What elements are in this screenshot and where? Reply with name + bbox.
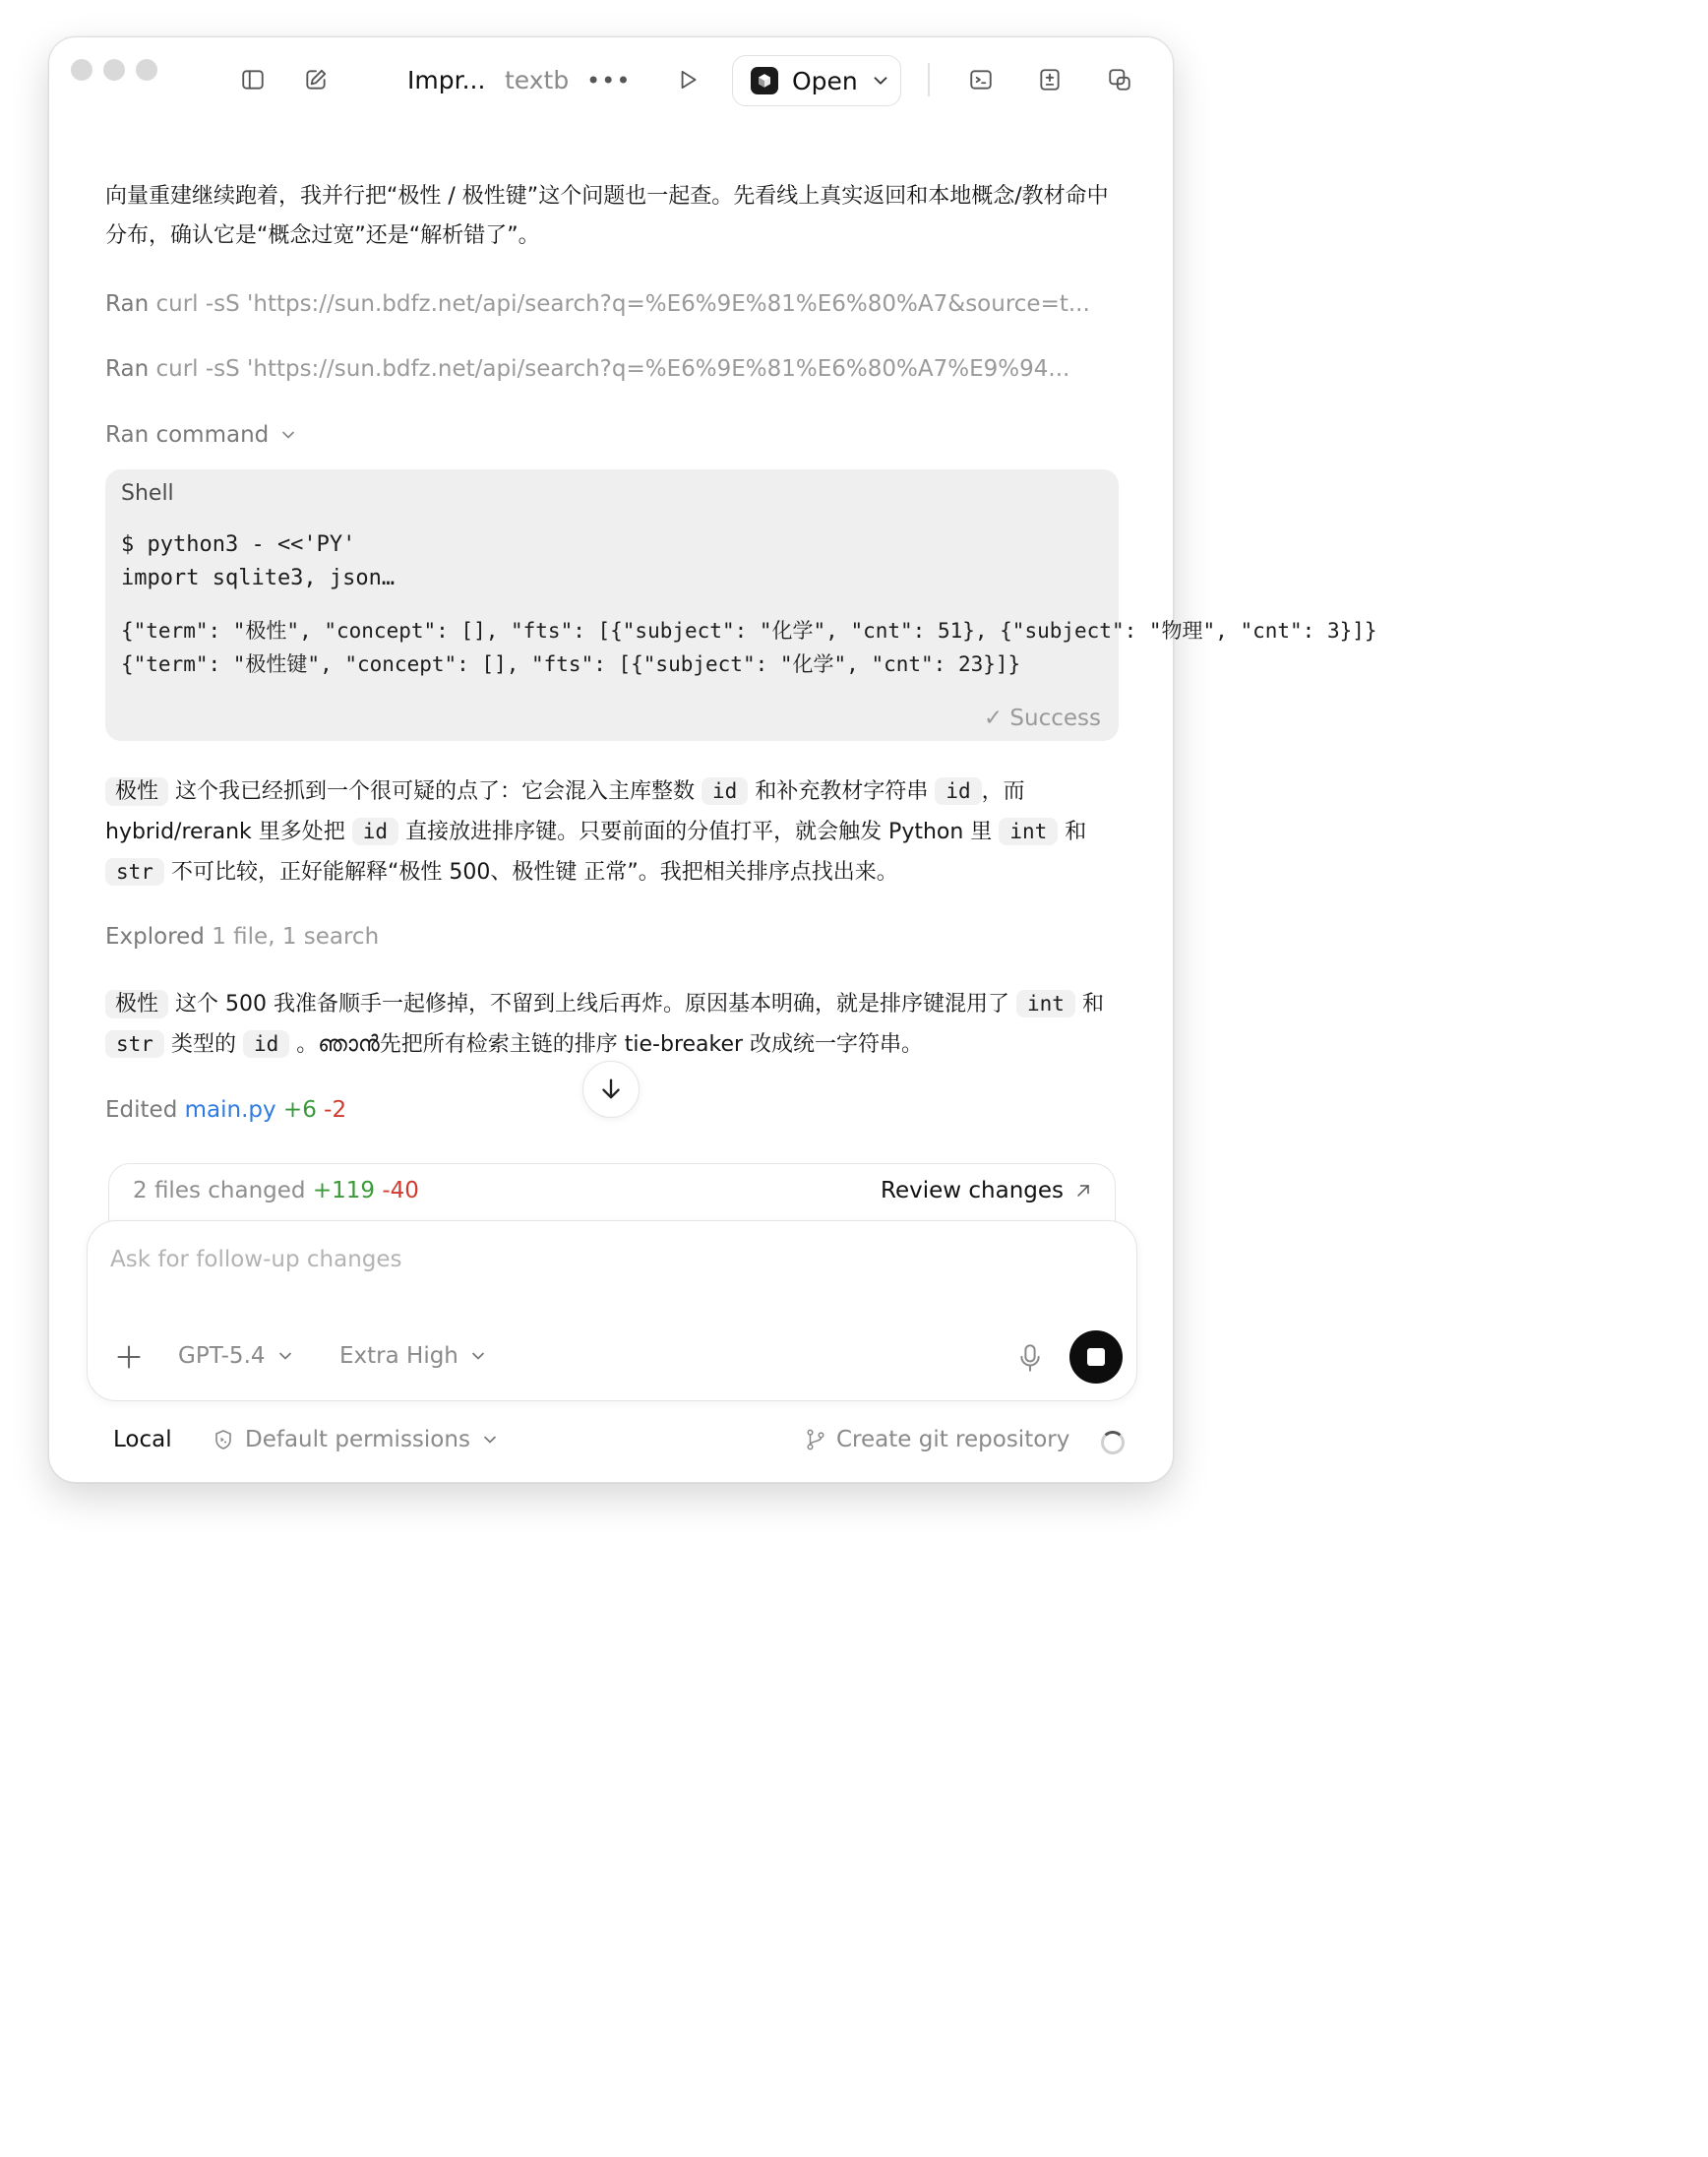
plus-icon xyxy=(115,1343,143,1371)
action-verb: Ran xyxy=(105,291,150,317)
inline-code: id xyxy=(702,777,748,805)
stop-icon xyxy=(1087,1348,1105,1366)
window-minimize-button[interactable] xyxy=(103,59,125,81)
inline-code: id xyxy=(935,777,981,805)
window-close-button[interactable] xyxy=(71,59,92,81)
inline-code: str xyxy=(105,1030,164,1058)
text-run: 类型的 xyxy=(170,1032,236,1057)
shell-output-panel xyxy=(105,469,1377,741)
text-run: 和 xyxy=(1081,992,1104,1017)
lines-removed: -2 xyxy=(324,1097,347,1123)
inline-code: str xyxy=(105,858,164,886)
review-changes-button[interactable] xyxy=(881,1178,1093,1203)
window-zoom-button[interactable] xyxy=(136,59,157,81)
assistant-message-3 xyxy=(105,984,1119,1065)
text-run: 直接放进排序键。只要前面的分值打平，就会触发 Python 里 xyxy=(405,820,993,844)
command-text: curl -sS 'https://sun.bdfz.net/api/search?q=%E6%9E%81%E6%80%A7&source=t... xyxy=(155,291,1090,317)
text-run: 和补充教材字符串 xyxy=(755,779,929,804)
permissions-label: Default permissions xyxy=(245,1427,470,1452)
inline-code: int xyxy=(999,818,1058,845)
effort-label: Extra High xyxy=(339,1343,458,1369)
total-lines-removed: -40 xyxy=(382,1178,419,1203)
shell-title: Shell xyxy=(121,481,174,506)
text-run: 不可比较，正好能解释“极性 500、极性键 正常”。我把相关排序点找出来。 xyxy=(170,860,898,885)
compose-icon[interactable] xyxy=(301,65,331,94)
message-text xyxy=(105,771,1119,893)
command-text: curl -sS 'https://sun.bdfz.net/api/search?q=%E6%9E%81%E6%80%A7%E9%94... xyxy=(155,356,1070,382)
assistant-message-2 xyxy=(105,771,1119,893)
message-text xyxy=(105,984,1119,1065)
assistant-message-intro xyxy=(105,177,1119,256)
toolbar-divider xyxy=(928,63,930,96)
edited-file-link[interactable]: main.py xyxy=(184,1097,276,1123)
inline-code: id xyxy=(352,818,398,845)
reasoning-effort-select[interactable] xyxy=(339,1343,488,1369)
open-in-editor-button[interactable] xyxy=(732,55,901,106)
chevron-down-icon xyxy=(870,70,891,92)
play-icon[interactable] xyxy=(673,65,702,94)
chevron-down-icon xyxy=(468,1346,488,1366)
thread-project[interactable]: textb xyxy=(505,66,570,94)
follow-up-input[interactable] xyxy=(110,1247,996,1272)
chevron-down-icon xyxy=(275,1346,295,1366)
ran-command-row-2[interactable] xyxy=(105,353,1089,385)
permissions-select[interactable] xyxy=(212,1427,500,1452)
shell-command-line-2: import sqlite3, json… xyxy=(121,566,396,590)
microphone-button[interactable] xyxy=(1016,1343,1044,1373)
explored-row[interactable] xyxy=(105,921,1089,953)
microphone-icon xyxy=(1016,1343,1044,1373)
edited-file-row[interactable] xyxy=(105,1094,1089,1126)
diff-icon[interactable] xyxy=(1035,65,1065,94)
more-options-icon[interactable]: ••• xyxy=(586,67,632,94)
arrow-up-right-icon xyxy=(1073,1181,1093,1201)
explored-detail: 1 file, 1 search xyxy=(212,924,380,950)
inline-code: id xyxy=(243,1030,289,1058)
git-branch-icon xyxy=(805,1428,826,1451)
chevron-down-icon xyxy=(278,425,298,445)
app-window xyxy=(48,36,1377,1483)
shell-output-line-2: {"term": "极性键", "concept": [], "fts": [{"subject": "化学", "cnt": 23}]} xyxy=(121,652,1021,676)
action-verb: Ran xyxy=(105,356,150,382)
terminal-icon[interactable] xyxy=(966,65,996,94)
total-lines-added: +119 xyxy=(312,1178,375,1203)
message-text: 向量重建继续跑着，我并行把“极性 / 极性键”这个问题也一起查。先看线上真实返回和本地概念/教材命中分布，确认它是“概念过宽”还是“解析错了”。 xyxy=(105,184,1109,248)
sidebar-toggle-icon[interactable] xyxy=(238,65,268,94)
text-run: 这个我已经抓到一个很可疑的点了：它会混入主库整数 xyxy=(175,779,696,804)
editor-app-icon xyxy=(751,67,778,94)
inline-code: int xyxy=(1016,990,1075,1017)
add-attachment-button[interactable] xyxy=(115,1343,143,1371)
environment-local[interactable]: Local xyxy=(113,1427,172,1452)
changes-summary xyxy=(133,1178,419,1203)
action-verb: Explored xyxy=(105,924,205,950)
stop-generation-button[interactable] xyxy=(1069,1330,1123,1384)
files-changed-count: 2 files changed xyxy=(133,1178,306,1203)
shell-status-success: ✓ Success xyxy=(983,706,1101,731)
text-run: ，而 hybrid/rerank 里多处把 xyxy=(105,779,1025,844)
action-verb: Edited xyxy=(105,1097,178,1123)
term-chip: 极性 xyxy=(105,990,168,1018)
ran-command-label: Ran command xyxy=(105,422,270,448)
open-button-label: Open xyxy=(792,66,858,95)
ran-command-toggle[interactable] xyxy=(105,419,1089,451)
ran-command-row-1[interactable] xyxy=(105,288,1089,320)
copy-window-icon[interactable] xyxy=(1105,65,1134,94)
text-run: 这个 500 我准备顺手一起修掉，不留到上线后再炸。原因基本明确，就是排序键混用了 xyxy=(175,992,1009,1017)
model-label: GPT-5.4 xyxy=(178,1343,266,1369)
shield-icon xyxy=(212,1428,235,1451)
shell-command-line-1: $ python3 - <<'PY' xyxy=(121,532,356,557)
thread-title[interactable]: Impr... xyxy=(407,66,486,94)
lines-added: +6 xyxy=(282,1097,317,1123)
git-label: Create git repository xyxy=(836,1427,1070,1452)
text-run: 和 xyxy=(1065,820,1087,844)
model-select[interactable] xyxy=(178,1343,295,1369)
loading-spinner-icon xyxy=(1101,1431,1125,1454)
review-changes-label: Review changes xyxy=(881,1178,1064,1203)
term-chip: 极性 xyxy=(105,777,168,806)
chevron-down-icon xyxy=(480,1430,500,1449)
composer xyxy=(87,1220,1137,1401)
text-run: 。ഞാൻ先把所有检索主链的排序 tie-breaker 改成统一字符串。 xyxy=(296,1032,924,1057)
shell-output-line-1: {"term": "极性", "concept": [], "fts": [{"subject": "化学", "cnt": 51}, {"subject": "物理", "cnt": 3}]} xyxy=(121,619,1377,643)
create-git-repository-button[interactable] xyxy=(805,1427,1069,1452)
